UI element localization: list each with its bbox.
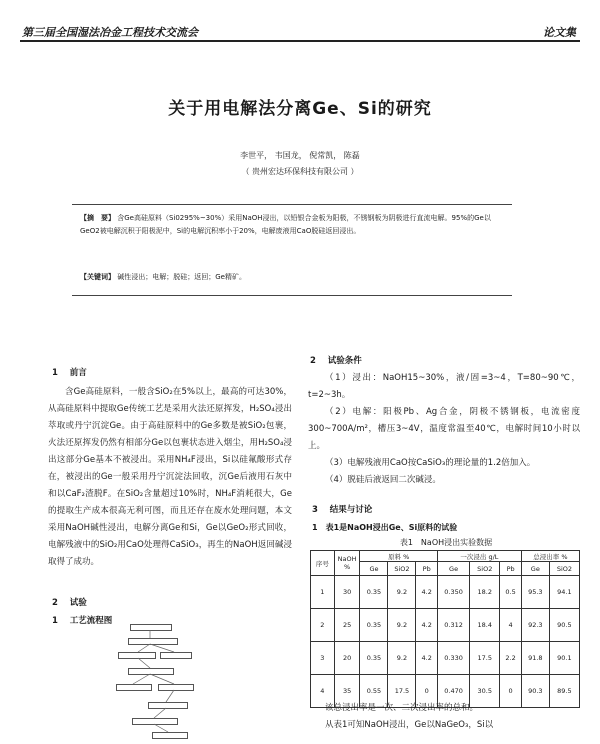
table-cell: 0.350 (437, 576, 469, 609)
table-note-2: 从表1可知NaOH浸出，Ge以NaGeO₃，Si以 (325, 720, 494, 730)
subheader-cell: Ge (521, 562, 549, 576)
table-cell: 94.1 (549, 576, 579, 609)
section-2-heading (52, 596, 87, 608)
header-first-leach: 一次浸出 g/L (437, 551, 521, 562)
header-naoh: NaOH % (334, 551, 360, 576)
table-cell: 9.2 (388, 642, 416, 675)
table-cell: 17.5 (388, 675, 416, 708)
paper-title: 关于用电解法分离Ge、Si的研究 (168, 99, 432, 119)
section-2b-title: 试验条件 (327, 356, 362, 366)
section-2b-number: 2 (310, 356, 316, 366)
table-cell: 92.3 (521, 609, 549, 642)
table-cell: 4.2 (416, 576, 438, 609)
table-cell: 0.330 (437, 642, 469, 675)
table-cell: 4 (500, 609, 522, 642)
table-cell: 0.312 (437, 609, 469, 642)
section-2b-heading (310, 354, 362, 366)
table-notes (308, 700, 580, 734)
subsection-2-1-heading (52, 614, 112, 626)
table-cell: 89.5 (549, 675, 579, 708)
table-row (311, 609, 580, 642)
table-cell: 30 (334, 576, 360, 609)
table-note-1: 该总浸出率是一次、二次浸出率的总和。 (325, 703, 479, 713)
table-cell: 0.35 (360, 576, 388, 609)
conference-title: 第三届全国湿法冶金工程技术交流会 (22, 26, 198, 39)
table-cell: 20 (334, 642, 360, 675)
table-cell: 91.8 (521, 642, 549, 675)
subheader-cell: Pb (416, 562, 438, 576)
table-cell: 9.2 (388, 609, 416, 642)
table-cell: 1 (311, 576, 335, 609)
abstract (80, 212, 505, 238)
section-3-number: 3 (312, 505, 318, 515)
table-cell: 95.3 (521, 576, 549, 609)
keywords (80, 272, 505, 282)
condition-electrolysis: （2）电解：阳极Pb、Ag合金，阴极不锈钢板，电流密度300~700A/m²，槽压3~4V，温度常温至40℃，电解时间10小时以上。 (308, 407, 580, 451)
section-2-title: 试验 (69, 598, 87, 608)
table-cell: 35 (334, 675, 360, 708)
table-cell: 90.1 (549, 642, 579, 675)
condition-recycle: （4）脱硅后液返回二次碱浸。 (325, 475, 441, 485)
condition-desilication: （3）电解残液用CaO按CaSiO₃的理论量的1.2倍加入。 (325, 458, 536, 468)
table-caption: 表1 NaOH浸出实验数据 (399, 538, 493, 547)
abstract-label: 【摘 要】 (80, 214, 115, 222)
subheader-cell: SiO2 (388, 562, 416, 576)
table-cell: 0 (500, 675, 522, 708)
table-row (311, 642, 580, 675)
header-seq: 序号 (311, 551, 335, 576)
affiliation: （ 贵州宏达环保科技有限公司 ） (241, 167, 359, 176)
section-1-number: 1 (52, 368, 58, 378)
table-cell: 4.2 (416, 609, 438, 642)
section-1-title: 前言 (69, 368, 87, 378)
table-cell: 90.5 (549, 609, 579, 642)
flow-connectors (108, 622, 198, 742)
section-3-title: 结果与讨论 (329, 505, 373, 515)
header-raw-material: 原料 % (360, 551, 437, 562)
header-total-rate: 总浸出率 % (521, 551, 579, 562)
subsection-2-1-number: 1 (52, 616, 58, 626)
section-2-number: 2 (52, 598, 58, 608)
subheader-cell: SiO2 (470, 562, 500, 576)
table-cell: 0.5 (500, 576, 522, 609)
table-cell: 17.5 (470, 642, 500, 675)
data-table-wrapper (310, 550, 580, 708)
subheader-cell: Ge (360, 562, 388, 576)
table-cell: 0 (416, 675, 438, 708)
table-cell: 3 (311, 642, 335, 675)
proceedings-label: 论文集 (543, 26, 576, 39)
table-cell: 18.4 (470, 609, 500, 642)
section-1-heading (52, 366, 87, 378)
condition-leaching: （1）浸出：NaOH15~30%，液/固=3~4，T=80~90℃，t=2~3h。 (308, 373, 580, 400)
table-cell: 0.55 (360, 675, 388, 708)
table-cell: 90.3 (521, 675, 549, 708)
keywords-text: 碱性浸出；电解；脱硅；返回；Ge精矿。 (117, 273, 246, 281)
subsection-2-1-title: 工艺流程图 (69, 616, 113, 626)
table-cell: 2 (311, 609, 335, 642)
subsection-3-1-heading: 1 表1是NaOH浸出Ge、Si原料的试验 (312, 523, 458, 532)
table-cell: 18.2 (470, 576, 500, 609)
table-cell: 25 (334, 609, 360, 642)
process-flowchart (108, 622, 198, 742)
table-cell: 0.470 (437, 675, 469, 708)
data-table (310, 550, 580, 708)
conditions-block (308, 370, 580, 489)
table-cell: 4.2 (416, 642, 438, 675)
section-1-body (48, 384, 292, 571)
table-cell: 9.2 (388, 576, 416, 609)
authors: 李世平， 韦国龙， 倪常凯， 陈磊 (240, 151, 360, 160)
section-3-heading (312, 503, 372, 515)
subheader-cell: Pb (500, 562, 522, 576)
table-cell: 30.5 (470, 675, 500, 708)
table-cell: 0.35 (360, 609, 388, 642)
table-cell: 4 (311, 675, 335, 708)
abstract-text: 含Ge高硅原料（Si0295%~30%）采用NaOH浸出，以铅银合金板为阳极，不锈钢板为阴极进行直流电解。95%的Ge以GeO2被电解沉积于阳极泥中，Si的电解沉积率小于20%，电解废液用CaO脱硅返回浸出。 (80, 214, 491, 235)
section-1-paragraph: 含Ge高硅原料，一般含SiO₂在5%以上，最高的可达30%，从高硅原料中提取Ge传统工艺是采用火法还原挥发，H₂SO₄浸出萃取或丹宁沉淀Ge。由于高硅原料中的Ge多数是被SiO₂包裹，火法还原挥发仍然有相部分Ge以包裹状态进入烟尘，用H₂SO₄浸出这部分Ge基本不被浸出。采用NH₄F浸出，Si以硅氟酸形式存在，被浸出的Ge一般采用丹宁沉淀法回收，沉Ge后液用石灰中和以CaF₂渣脱F。在SiO₂含量超过10%时，NH₄F消耗很大，Ge的提取生产成本很高无利可图，而且还存在废水处理问题，本文采用NaOH碱性浸出，电解分离Ge和Si，Ge以GeO₂形式回收，电解残液中的SiO₂用CaO处理得CaSiO₃，再生的NaOH返回碱浸取得了成功。 (48, 387, 292, 567)
keywords-label: 【关键词】 (80, 273, 115, 281)
table-cell: 2.2 (500, 642, 522, 675)
subheader-cell: Ge (437, 562, 469, 576)
table-cell: 0.35 (360, 642, 388, 675)
table-row (311, 576, 580, 609)
subheader-cell: SiO2 (549, 562, 579, 576)
